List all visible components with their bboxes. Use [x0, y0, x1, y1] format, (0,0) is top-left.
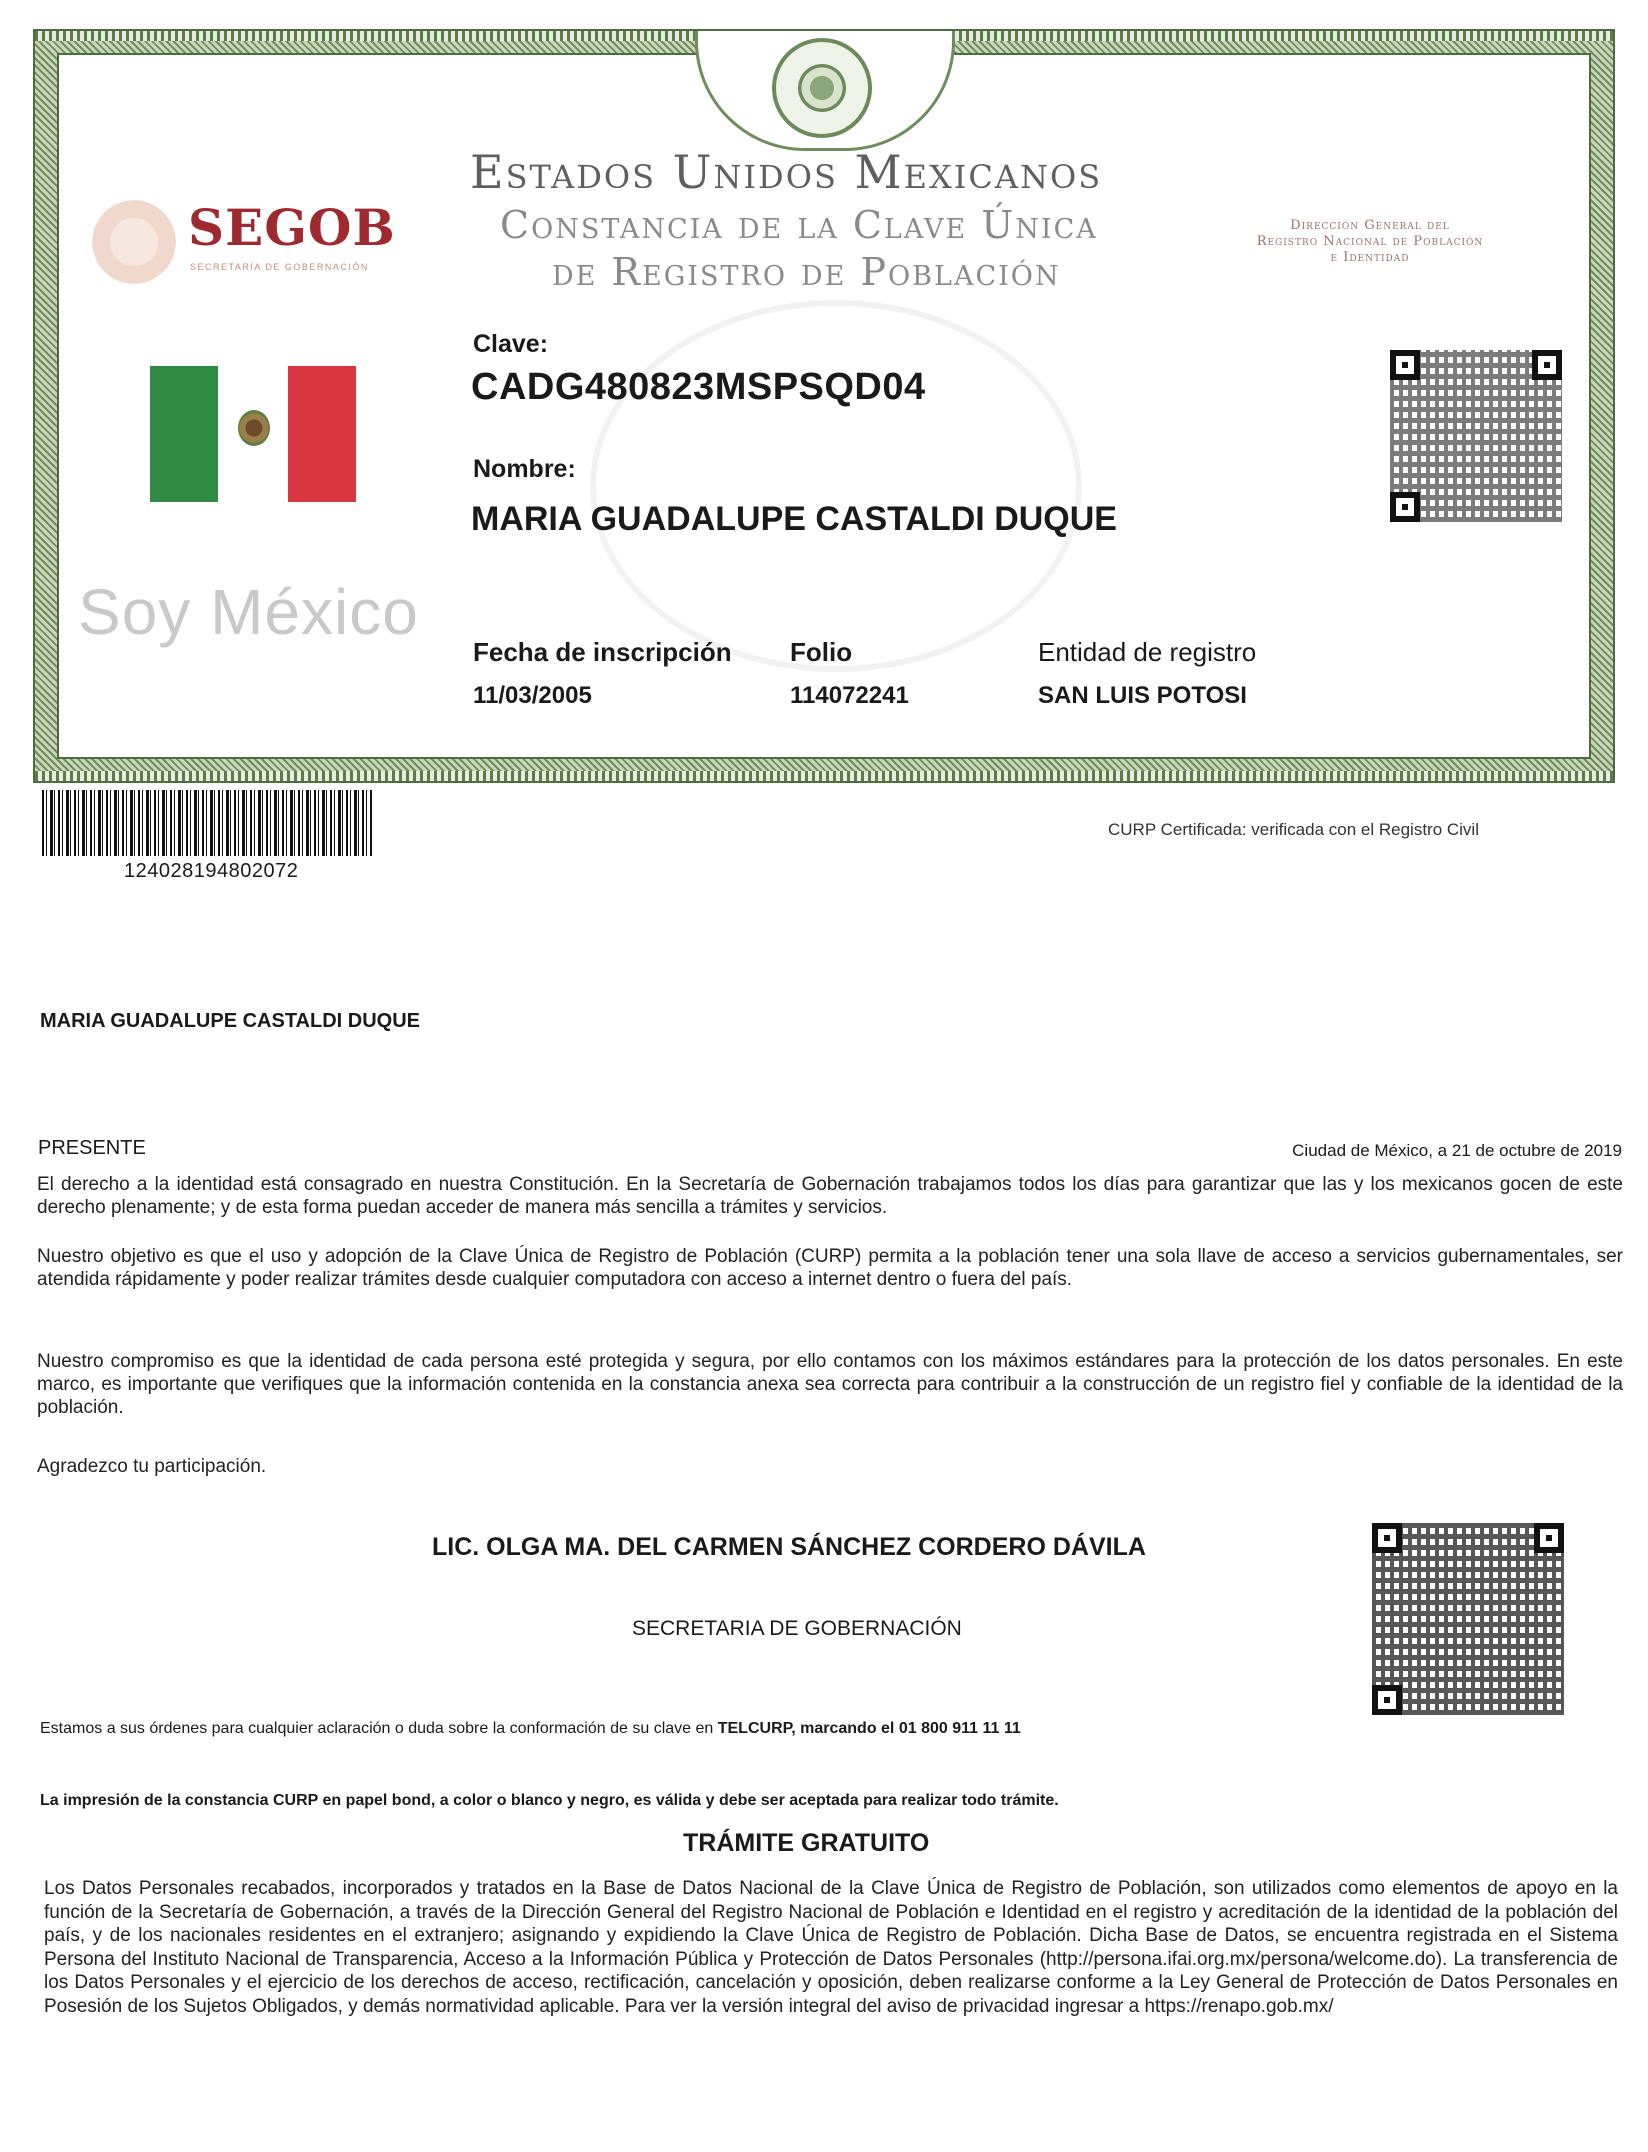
entidad-value: SAN LUIS POTOSI: [1038, 682, 1247, 709]
entidad-label: Entidad de registro: [1038, 637, 1257, 667]
segob-subtitle: SECRETARÍA DE GOBERNACIÓN: [190, 262, 369, 272]
title-sub-2: de Registro de Población: [552, 250, 1061, 294]
contact-text: Estamos a sus órdenes para cualquier aclaración o duda sobre la conformación de su clave en: [40, 1720, 718, 1737]
slogan: Soy México: [78, 576, 419, 648]
direccion-line-3: e Identidad: [1330, 250, 1410, 265]
segob-logo-text: SEGOB: [188, 198, 396, 257]
mexican-flag-icon: [150, 366, 356, 502]
thanks: Agradezco tu participación.: [37, 1456, 267, 1477]
folio-label: Folio: [790, 637, 853, 667]
barcode-number: 124028194802072: [124, 860, 299, 882]
title-main: Estados Unidos Mexicanos: [470, 145, 1103, 199]
privacy-notice: Los Datos Personales recabados, incorporados y tratados en la Base de Datos Nacional de la Clave Única de Registro de Población, son utilizados como elementos de apoyo en la función de la Secretaría de Gobernación, a través de la Dirección General del Registro Nacional de Población e Identidad en el registro y acreditación de la identidad de la población del país, y de los nacionales residentes en el extranjero; asignando y expidiendo la Clave Única de Registro de Población. Dicha Base de Datos, se encuentra registrada en el Sistema Persona del Instituto Nacional de Transparencia, Acceso a la Información Pública y Protección de Datos Personales (http://persona.ifai.org.mx/persona/welcome.do). La transferencia de los Datos Personales y el ejercicio de los derechos de acceso, rectificación, cancelación y oposición, deben realizarse conforme a la Ley General de Protección de Datos Personales en Posesión de los Sujetos Obligados, y demás normatividad aplicable. Para ver la versión integral del aviso de privacidad ingresar a https://renapo.gob.mx/: [44, 1878, 1618, 2017]
signer-office: SECRETARIA DE GOBERNACIÓN: [632, 1617, 962, 1640]
qr-code-signature-icon: [1372, 1523, 1564, 1715]
watermark-seal-icon: [590, 300, 1082, 672]
folio-value: 114072241: [790, 682, 909, 709]
barcode-icon: [42, 790, 372, 856]
signer-name: LIC. OLGA MA. DEL CARMEN SÁNCHEZ CORDERO DÁVILA: [432, 1533, 1146, 1561]
contact-line: [40, 1720, 1021, 1738]
frame-band-bottom: [35, 771, 1613, 781]
paragraph-2: Nuestro objetivo es que el uso y adopción de la Clave Única de Registro de Población (CURP) permita a la población tener una sola llave de acceso a servicios gubernamentales, ser atendida rápidamente y poder realizar trámites desde cualquier computadora con acceso a internet dentro o fuera del país.: [37, 1246, 1623, 1290]
direccion-general: [1200, 218, 1540, 266]
paragraph-1: El derecho a la identidad está consagrado en nuestra Constitución. En la Secretaría de Gobernación trabajamos todos los días para garantizar que las y los mexicanos gocen de este derecho plenamente; y de esta forma puedan acceder de manera más sencilla a trámites y servicios.: [37, 1174, 1623, 1218]
fecha-label: Fecha de inscripción: [473, 637, 732, 667]
segob-seal-icon: [92, 200, 176, 284]
clave-value: CADG480823MSPSQD04: [471, 366, 926, 408]
addressee: MARIA GUADALUPE CASTALDI DUQUE: [40, 1010, 420, 1032]
curp-cert-note: CURP Certificada: verificada con el Registro Civil: [1108, 820, 1479, 839]
national-seal-icon: [772, 38, 872, 138]
direccion-line-1: Dirección General del: [1290, 218, 1450, 233]
qr-code-icon: [1390, 350, 1562, 522]
place-date: Ciudad de México, a 21 de octubre de 2019: [1292, 1141, 1622, 1160]
paragraph-3: Nuestro compromiso es que la identidad de cada persona esté protegida y segura, por ello contamos con los máximos estándares para la protección de los datos personales. En este marco, es importante que verifiques que la información contenida en la constancia anexa sea correcta para contribuir a la construcción de un registro fiel y confiable de la identidad de la población.: [37, 1351, 1623, 1418]
nombre-label: Nombre:: [473, 455, 576, 483]
title-sub-1: Constancia de la Clave Única: [500, 203, 1098, 247]
contact-phone: TELCURP, marcando el 01 800 911 11 11: [717, 1720, 1021, 1737]
fecha-value: 11/03/2005: [473, 682, 592, 709]
presente: PRESENTE: [38, 1137, 146, 1159]
direccion-line-2: Registro Nacional de Población: [1256, 234, 1484, 249]
tramite-gratuito: TRÁMITE GRATUITO: [683, 1829, 930, 1857]
validity-note: La impresión de la constancia CURP en papel bond, a color o blanco y negro, es válida y debe ser aceptada para realizar todo trámite.: [40, 1792, 1059, 1809]
nombre-value: MARIA GUADALUPE CASTALDI DUQUE: [471, 500, 1117, 538]
clave-label: Clave:: [473, 330, 549, 358]
